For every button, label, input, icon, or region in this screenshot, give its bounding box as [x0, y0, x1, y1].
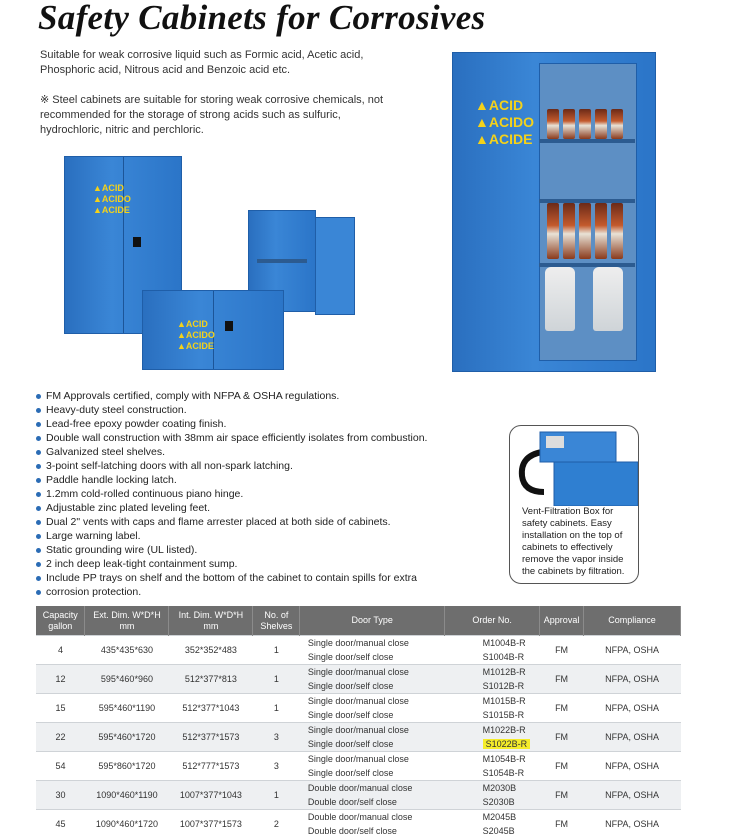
shelves-cell: 2	[253, 810, 300, 839]
capacity-cell: 22	[36, 723, 85, 752]
shelves-cell: 3	[253, 723, 300, 752]
compliance-cell: NFPA, OSHA	[584, 694, 681, 723]
large-open-cabinet-image	[452, 52, 656, 372]
approval-cell: FM	[540, 752, 584, 781]
feature-item: Paddle handle locking latch.	[36, 473, 427, 487]
shelves-cell: 1	[253, 781, 300, 810]
header-approval: Approval	[540, 606, 584, 636]
vent-filtration-box	[509, 425, 639, 584]
compliance-cell: NFPA, OSHA	[584, 810, 681, 839]
feature-item: Heavy-duty steel construction.	[36, 403, 427, 417]
int-dim-cell: 512*377*813	[169, 665, 253, 694]
capacity-cell: 15	[36, 694, 85, 723]
table-row	[36, 752, 681, 767]
approval-cell: FM	[540, 723, 584, 752]
table-row	[36, 781, 681, 796]
door-type-cell: Double door/self close	[300, 795, 445, 810]
warning-label: ▲ACID ▲ACIDO ▲ACIDE	[93, 183, 131, 215]
order-no-text: S1022B-R	[483, 739, 531, 749]
door-type-cell: Single door/manual close	[300, 694, 445, 709]
capacity-cell: 54	[36, 752, 85, 781]
feature-item: Large warning label.	[36, 529, 427, 543]
header-ext-dim: Ext. Dim. W*D*H mm	[85, 606, 169, 636]
order-no-cell	[445, 824, 540, 838]
order-no-cell	[445, 708, 540, 723]
table-header-row	[36, 606, 681, 636]
door-type-cell: Single door/self close	[307, 768, 394, 778]
int-dim-cell: 352*352*483	[169, 636, 253, 665]
header-compliance: Compliance	[584, 606, 681, 636]
page-title: Safety Cabinets for Corrosives	[38, 0, 486, 37]
door-type-cell: Single door/self close	[300, 737, 445, 752]
order-no-text: S1004B-R	[482, 652, 525, 662]
order-no-cell	[445, 795, 540, 810]
door-type-cell: Single door/manual close	[300, 723, 445, 738]
order-no-text: S2045B	[482, 826, 515, 836]
order-no-cell	[445, 650, 540, 665]
shelves-cell: 1	[253, 694, 300, 723]
compliance-cell: NFPA, OSHA	[584, 752, 681, 781]
compliance-cell: NFPA, OSHA	[584, 636, 681, 665]
capacity-cell: 12	[36, 665, 85, 694]
int-dim-cell: 512*377*1573	[169, 723, 253, 752]
door-type-cell: Double door/self close	[307, 826, 397, 836]
order-no-text: S1054B-R	[482, 768, 525, 778]
shelves-cell: 1	[253, 636, 300, 665]
header-shelves: No. of Shelves	[253, 606, 300, 636]
feature-item: 1.2mm cold-rolled continuous piano hinge.	[36, 487, 427, 501]
table-row	[36, 665, 681, 680]
feature-item: corrosion protection.	[36, 585, 427, 599]
feature-item: 3-point self-latching doors with all non-spark latching.	[36, 459, 427, 473]
shelves-cell: 3	[253, 752, 300, 781]
order-no-cell: M1012B-R	[445, 665, 540, 680]
shelves-cell: 1	[253, 665, 300, 694]
order-no-cell: M1004B-R	[445, 636, 540, 651]
int-dim-cell: 512*777*1573	[169, 752, 253, 781]
order-no-cell	[445, 766, 540, 781]
ext-dim-cell: 435*435*630	[85, 636, 169, 665]
order-no-cell	[445, 679, 540, 694]
compliance-cell: NFPA, OSHA	[584, 665, 681, 694]
ext-dim-cell: 595*460*960	[85, 665, 169, 694]
order-no-cell	[445, 737, 540, 752]
feature-item: FM Approvals certified, comply with NFPA & OSHA regulations.	[36, 389, 427, 403]
approval-cell: FM	[540, 810, 584, 839]
ext-dim-cell: 1090*460*1190	[85, 781, 169, 810]
header-capacity: Capacity gallon	[36, 606, 85, 636]
vent-box-caption: Vent-Filtration Box for safety cabinets. Easy installation on the top of cabinets to effectively remove the vapor inside the cabinets by filtration.	[522, 506, 625, 577]
order-no-cell: M2030B	[445, 781, 540, 796]
order-no-text: S2030B	[482, 797, 515, 807]
approval-cell: FM	[540, 781, 584, 810]
ext-dim-cell: 595*460*1720	[85, 723, 169, 752]
order-no-cell: M2045B	[445, 810, 540, 825]
undercounter-cabinet-image	[142, 290, 284, 370]
capacity-cell: 30	[36, 781, 85, 810]
door-type-cell: Double door/manual close	[300, 810, 445, 825]
door-type-cell: Single door/manual close	[300, 665, 445, 680]
int-dim-cell: 1007*377*1043	[169, 781, 253, 810]
capacity-cell: 4	[36, 636, 85, 665]
door-type-cell: Double door/manual close	[300, 781, 445, 796]
door-type-cell: Single door/self close	[300, 679, 445, 694]
intro-paragraph: Suitable for weak corrosive liquid such as Formic acid, Acetic acid, Phosphoric acid, Nitrous acid and Benzoic acid etc.	[40, 49, 364, 76]
approval-cell: FM	[540, 694, 584, 723]
int-dim-cell: 1007*377*1573	[169, 810, 253, 839]
door-type-cell: Single door/self close	[307, 710, 394, 720]
header-door-type: Door Type	[300, 606, 445, 636]
header-order-no: Order No.	[445, 606, 540, 636]
order-no-text: S1012B-R	[482, 681, 525, 691]
warning-label: ▲ACID ▲ACIDO ▲ACIDE	[177, 319, 215, 351]
order-no-cell: M1015B-R	[445, 694, 540, 709]
door-type-cell: Single door/manual close	[300, 636, 445, 651]
vent-box-image	[510, 426, 638, 506]
feature-item: Dual 2" vents with caps and flame arrester placed at both side of cabinets.	[36, 515, 427, 529]
ext-dim-cell: 1090*460*1720	[85, 810, 169, 839]
warning-label: ▲ACID ▲ACIDO ▲ACIDE	[475, 97, 534, 147]
order-no-text: S1015B-R	[482, 710, 525, 720]
feature-item: Galvanized steel shelves.	[36, 445, 427, 459]
feature-item: Static grounding wire (UL listed).	[36, 543, 427, 557]
feature-item: Adjustable zinc plated leveling feet.	[36, 501, 427, 515]
approval-cell: FM	[540, 665, 584, 694]
compliance-cell: NFPA, OSHA	[584, 781, 681, 810]
feature-item: Double wall construction with 38mm air space efficiently isolates from combustion.	[36, 431, 427, 445]
intro-note: ※ Steel cabinets are suitable for storing weak corrosive chemicals, not recommended for the storage of strong acids such as sulfuric, hydrochloric, nitric and perchloric.	[40, 94, 384, 136]
table-row	[36, 723, 681, 738]
door-type-cell: Single door/self close	[307, 652, 394, 662]
order-no-cell: M1022B-R	[445, 723, 540, 738]
ext-dim-cell: 595*860*1720	[85, 752, 169, 781]
ext-dim-cell: 595*460*1190	[85, 694, 169, 723]
order-no-cell: M1054B-R	[445, 752, 540, 767]
compliance-cell: NFPA, OSHA	[584, 723, 681, 752]
door-type-cell: Single door/manual close	[300, 752, 445, 767]
spec-table	[36, 606, 681, 838]
capacity-cell: 45	[36, 810, 85, 839]
int-dim-cell: 512*377*1043	[169, 694, 253, 723]
table-row	[36, 810, 681, 825]
feature-item: Include PP trays on shelf and the bottom of the cabinet to contain spills for extra	[36, 571, 427, 585]
table-row	[36, 636, 681, 651]
table-row	[36, 694, 681, 709]
feature-list	[36, 389, 427, 599]
approval-cell: FM	[540, 636, 584, 665]
header-int-dim: Int. Dim. W*D*H mm	[169, 606, 253, 636]
feature-item: Lead-free epoxy powder coating finish.	[36, 417, 427, 431]
feature-item: 2 inch deep leak-tight containment sump.	[36, 557, 427, 571]
